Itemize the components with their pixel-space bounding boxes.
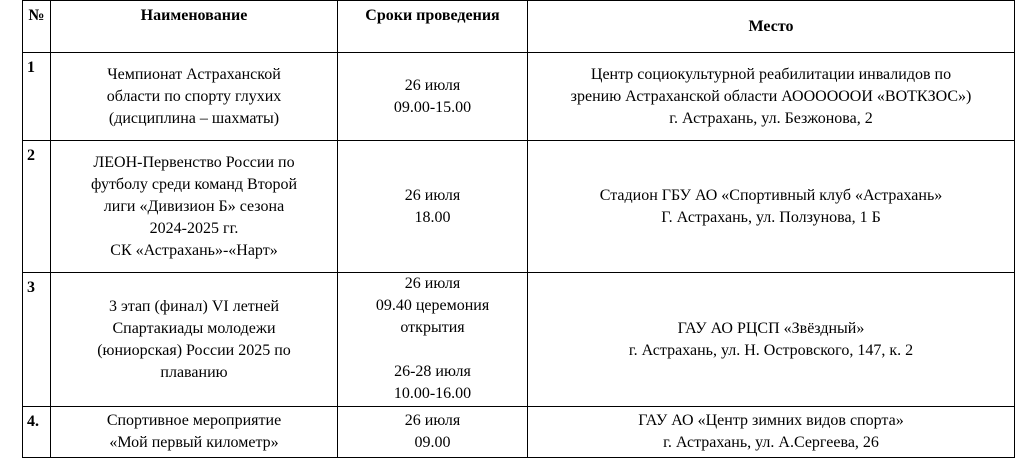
event-date-line: 09.40 церемония xyxy=(375,297,490,314)
event-name-line: «Мой первый километр» xyxy=(109,434,279,451)
event-place-line: г. Астрахань, ул. А.Сергеева, 26 xyxy=(663,434,879,451)
event-place xyxy=(528,141,1015,273)
event-place-line: Стадион ГБУ АО «Спортивный клуб «Астрахань» xyxy=(599,186,943,204)
event-name xyxy=(51,53,338,141)
event-name-line: (дисциплина – шахматы) xyxy=(108,109,280,127)
event-date-line: 26 июля xyxy=(404,275,461,292)
event-dates xyxy=(338,53,528,141)
event-name-line: ЛЕОН-Первенство России по xyxy=(93,153,295,171)
event-place-line: ГАУ АО РЦСП «Звёздный» xyxy=(677,319,865,337)
event-name-line: Спартакиады молодежи xyxy=(112,319,276,337)
table-row xyxy=(23,141,1015,273)
row-number: 4. xyxy=(23,407,51,458)
event-place-line: г. Астрахань, ул. Безжонова, 2 xyxy=(669,109,873,127)
event-date-line: 26-28 июля xyxy=(394,363,471,380)
event-place xyxy=(528,407,1015,458)
event-place-line: ГАУ АО «Центр зимних видов спорта» xyxy=(638,412,904,429)
table-header-row xyxy=(23,1,1015,53)
event-date-line: 26 июля xyxy=(404,186,461,204)
event-name-line: Спортивное мероприятие xyxy=(106,412,282,429)
event-date-line: 10.00-16.00 xyxy=(393,385,472,402)
event-name-line: СК «Астрахань»-«Нарт» xyxy=(110,241,278,259)
event-date-line: открытия xyxy=(400,319,465,336)
event-name-line: области по спорту глухих xyxy=(106,87,282,105)
event-date-line: 26 июля xyxy=(404,412,461,429)
table-row xyxy=(23,407,1015,458)
event-dates xyxy=(338,273,528,407)
event-place xyxy=(528,53,1015,141)
event-name xyxy=(51,141,338,273)
event-place xyxy=(528,273,1015,407)
header-place: Место xyxy=(528,1,1015,53)
event-place-line: зрению Астраханской области АООООООИ «ВОТКЗОС») xyxy=(570,87,972,105)
events-document xyxy=(22,0,1014,458)
event-date-line: 18.00 xyxy=(414,208,451,226)
event-dates xyxy=(338,141,528,273)
row-number: 3 xyxy=(23,273,51,407)
event-place-line: г. Астрахань, ул. Н. Островского, 147, к. 2 xyxy=(628,341,914,359)
event-date-line: 26 июля xyxy=(404,76,461,94)
header-number: № xyxy=(23,1,51,53)
table-row xyxy=(23,273,1015,407)
event-date-line: 09.00-15.00 xyxy=(393,98,472,116)
event-name-line: футболу среди команд Второй xyxy=(90,175,298,193)
event-name-line: плаванию xyxy=(160,363,228,381)
date-spacer xyxy=(342,339,523,361)
event-name-line: лиги «Дивизион Б» сезона xyxy=(103,197,285,215)
row-number: 2 xyxy=(23,141,51,273)
event-name-line: (юниорская) России 2025 по xyxy=(97,341,291,359)
event-name-line: Чемпионат Астраханской xyxy=(107,65,281,83)
event-dates xyxy=(338,407,528,458)
table-row xyxy=(23,53,1015,141)
row-number: 1 xyxy=(23,53,51,141)
event-name-line: 2024-2025 гг. xyxy=(149,219,239,237)
event-date-line: 09.00 xyxy=(414,434,451,451)
events-table xyxy=(22,0,1015,458)
event-name xyxy=(51,407,338,458)
event-place-line: Центр социокультурной реабилитации инвалидов по xyxy=(590,65,952,83)
event-name-line: 3 этап (финал) VI летней xyxy=(108,297,280,315)
event-name xyxy=(51,273,338,407)
event-place-line: Г. Астрахань, ул. Ползунова, 1 Б xyxy=(661,208,881,226)
header-dates: Сроки проведения xyxy=(338,1,528,53)
header-name: Наименование xyxy=(51,1,338,53)
